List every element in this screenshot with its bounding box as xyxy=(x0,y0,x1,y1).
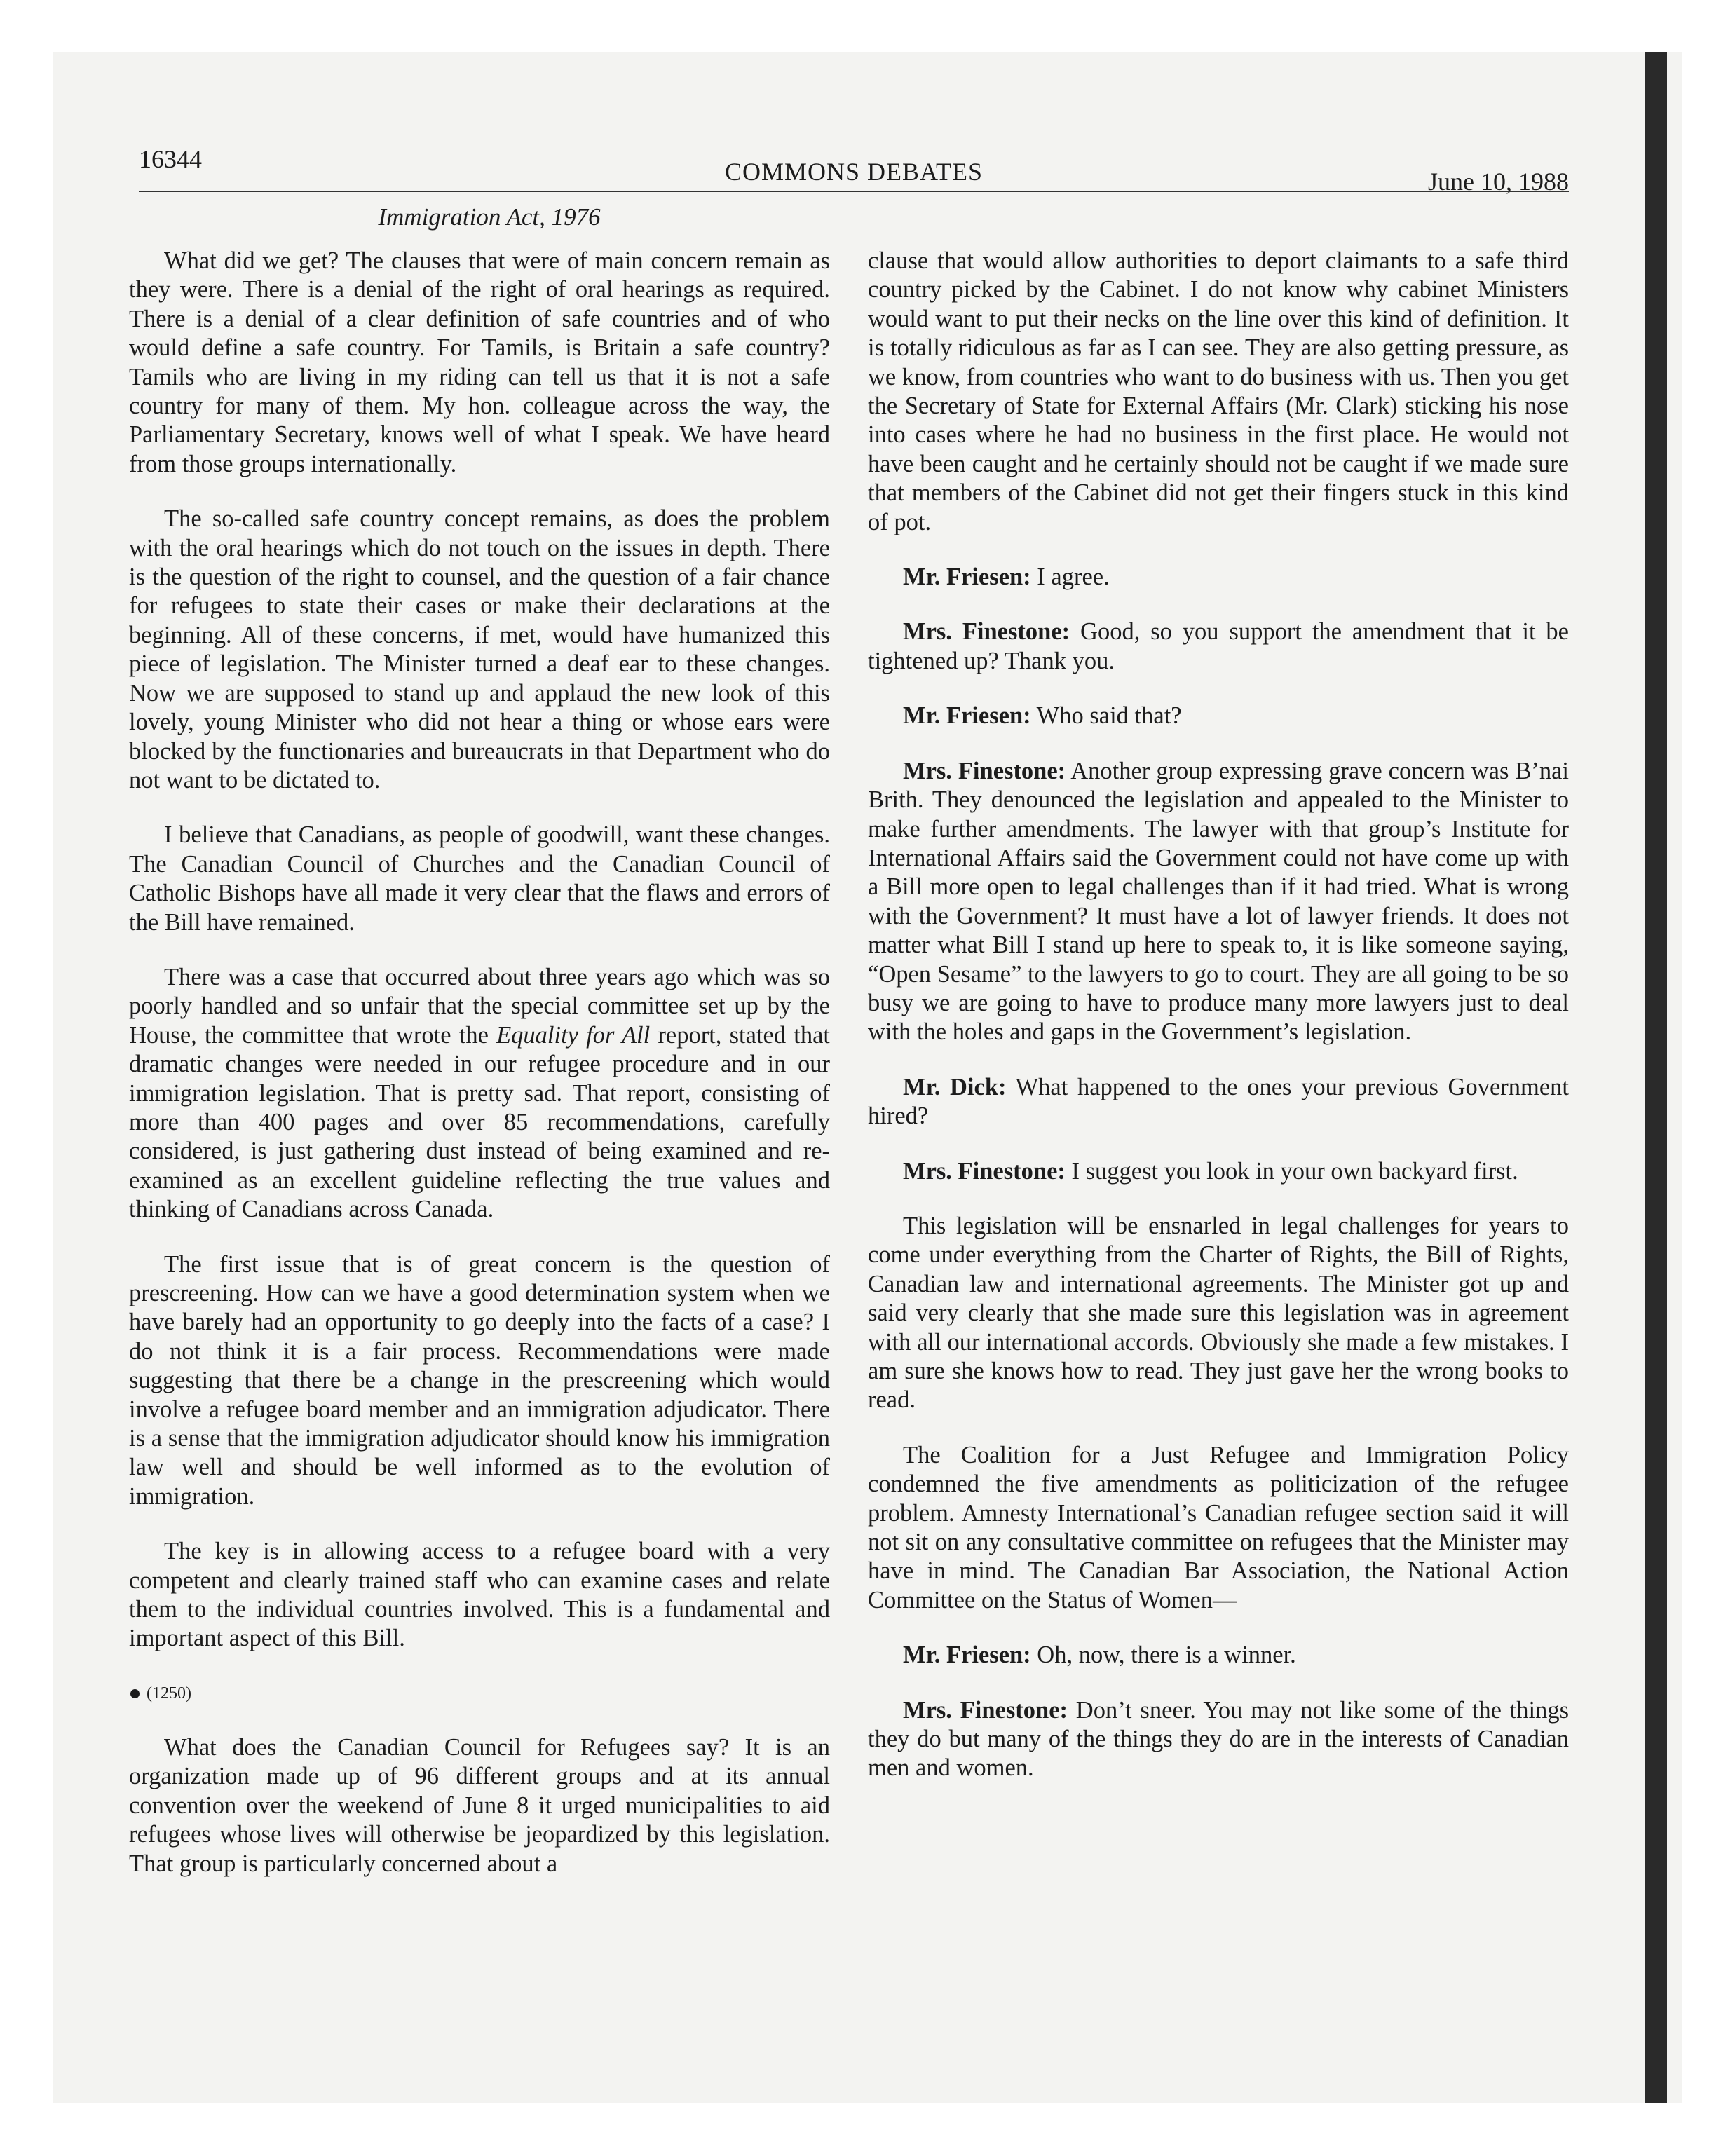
speech-text: I suggest you look in your own backyard first. xyxy=(1065,1157,1518,1185)
paragraph: clause that would allow authorities to deport claimants to a safe third country picked by the Cabinet. I do not know why cabinet Ministers would want to put their necks on the line over this kind of definition. It is totally ridiculous as far as I can see. They are also getting pressure, as we know, from countries who want to do business with us. Then you get the Secretary of State for External Affairs (Mr. Clark) sticking his nose into cases where he had no business in the first place. He would not have been caught and he certainly should not be caught if we made sure that members of the Cabinet did not get their fingers stuck in this kind of pot. xyxy=(868,247,1569,535)
publication-date: June 10, 1988 xyxy=(1428,168,1569,196)
speaker-name: Mr. Friesen: xyxy=(903,702,1031,730)
speaker-name: Mr. Friesen: xyxy=(903,1642,1031,1669)
speech-text: What happened to the ones your previous Government hired? xyxy=(868,1073,1570,1130)
speaker-name: Mrs. Finestone: xyxy=(903,757,1066,784)
speech xyxy=(868,618,1569,676)
speech xyxy=(868,1073,1569,1131)
speaker-name: Mrs. Finestone: xyxy=(903,1696,1068,1724)
bullet-icon xyxy=(130,1689,140,1698)
paragraph: This legislation will be ensnarled in legal challenges for years to come under everything from the Charter of Rights, the Bill of Rights, Canadian law and international agreements. The Minister got up and said very clearly that she made sure this legislation was in agreement with all our international accords. Obviously she made a few mistakes. I am sure she knows how to read. They just gave her the wrong books to read. xyxy=(868,1212,1569,1414)
page-edge-shadow xyxy=(1645,52,1667,2103)
speech-text: I agree. xyxy=(1030,564,1110,591)
publication-title: COMMONS DEBATES xyxy=(724,158,984,186)
speaker-name: Mr. Dick: xyxy=(903,1073,1007,1100)
paragraph xyxy=(129,963,830,1224)
report-title: Equality for All xyxy=(496,1021,651,1049)
right-column xyxy=(868,247,1569,1809)
speech-text: Good, so you support the amendment that it be tightened up? Thank you. xyxy=(868,618,1569,674)
speaker-name: Mrs. Finestone: xyxy=(903,1157,1066,1185)
paragraph: The first issue that is of great concern is the question of prescreening. How can we have a good determination system when we have barely had an opportunity to go deeply into the facts of a case? I do not think it is a fair process. Recommendations were made suggesting that there be a change in the prescreening which would involve a refugee board member and an immigration adjudicator. There is a sense that the immigration adjudicator should know his immigration law well and should be well informed as to the evolution of immigration. xyxy=(129,1250,830,1510)
speech xyxy=(868,702,1569,730)
speech xyxy=(868,757,1569,1047)
paragraph-text: There was a case that occurred about three years ago which was so poorly handled and so unfair that the special committee set up by the House, the committee that wrote the xyxy=(129,963,830,1049)
paragraph: The Coalition for a Just Refugee and Immigration Policy condemned the five amendments as politicization of the refugee problem. Amnesty International’s Canadian refugee section said it will not sit on any consultative committee on refugees that the Minister may have in mind. The Canadian Bar Association, the National Action Committee on the Status of Women— xyxy=(868,1441,1569,1613)
paragraph: What did we get? The clauses that were of main concern remain as they were. There is a denial of the right of oral hearings as required. There is a denial of a clear definition of safe countries and of who would define a safe country. For Tamils, is Britain a safe country? Tamils who are living in my riding can tell us that it is not a safe country for many of them. My hon. colleague across the way, the Parliamentary Secretary, knows well of what I speak. We have heard from those groups internationally. xyxy=(129,247,830,477)
header-rule xyxy=(139,191,1569,192)
page-header xyxy=(139,144,1569,198)
speech xyxy=(868,563,1569,592)
speaker-name: Mrs. Finestone: xyxy=(903,618,1070,646)
timestamp-marker xyxy=(129,1679,830,1707)
timestamp: (1250) xyxy=(147,1684,191,1703)
paragraph: I believe that Canadians, as people of goodwill, want these changes. The Canadian Council of Churches and the Canadian Council of Catholic Bishops have all made it very clear that the flaws and errors of the Bill have remained. xyxy=(129,821,830,936)
speech xyxy=(868,1696,1569,1783)
paragraph-text: report, stated that dramatic changes were needed in our refugee procedure and in our immigration legislation. That is pretty sad. That report, consisting of more than 400 pages and over 85 recommendations, carefully considered, is just gathering dust instead of being examined and re-examined as an excellent guideline reflecting the true values and thinking of Canadians across Canada. xyxy=(129,1021,830,1223)
speech-text: Another group expressing grave concern was B’nai Brith. They denounced the legislation and appealed to the Minister to make further amendments. The lawyer with that group’s Institute for International Affairs said the Government could not have come up with a Bill more open to legal challenges than if it had tried. What is wrong with the Government? It must have a lot of lawyer friends. It does not matter what Bill I stand up here to speak to, it is like someone saying, “Open Sesame” to the lawyers to go to court. They are all going to be so busy we are going to have to produce many more lawyers just to deal with the holes and gaps in the Government’s legislation. xyxy=(868,757,1570,1046)
speaker-name: Mr. Friesen: xyxy=(903,564,1031,591)
paragraph: What does the Canadian Council for Refugees say? It is an organization made up of 96 different groups and at its annual convention over the weekend of June 8 it urged municipalities to aid refugees whose lives will otherwise be jeopardized by this legislation. That group is particularly concerned about a xyxy=(129,1733,830,1877)
section-subtitle: Immigration Act, 1976 xyxy=(378,203,601,231)
speech xyxy=(868,1157,1569,1186)
speech-text: Don’t sneer. You may not like some of the things they do but many of the things they do are in the interests of Canadian men and women. xyxy=(868,1696,1569,1782)
paragraph: The key is in allowing access to a refugee board with a very competent and clearly trained staff who can examine cases and relate them to the individual countries involved. This is a fundamental and important aspect of this Bill. xyxy=(129,1538,830,1652)
speech-text: Oh, now, there is a winner. xyxy=(1030,1642,1296,1669)
paragraph: The so-called safe country concept remains, as does the problem with the oral hearings which do not touch on the issues in depth. There is the question of the right to counsel, and the question of a fair chance for refugees to state their cases or make their declarations at the beginning. All of these concerns, if met, would have humanized this piece of legislation. The Minister turned a deaf ear to these changes. Now we are supposed to stand up and applaud the new look of this lovely, young Minister who did not hear a thing or whose ears were blocked by the functionaries and bureaucrats in that Department who do not want to be dictated to. xyxy=(129,505,830,793)
speech-text: Who said that? xyxy=(1030,702,1182,730)
left-column xyxy=(129,247,830,1904)
page-number: 16344 xyxy=(139,145,202,173)
speech xyxy=(868,1641,1569,1670)
